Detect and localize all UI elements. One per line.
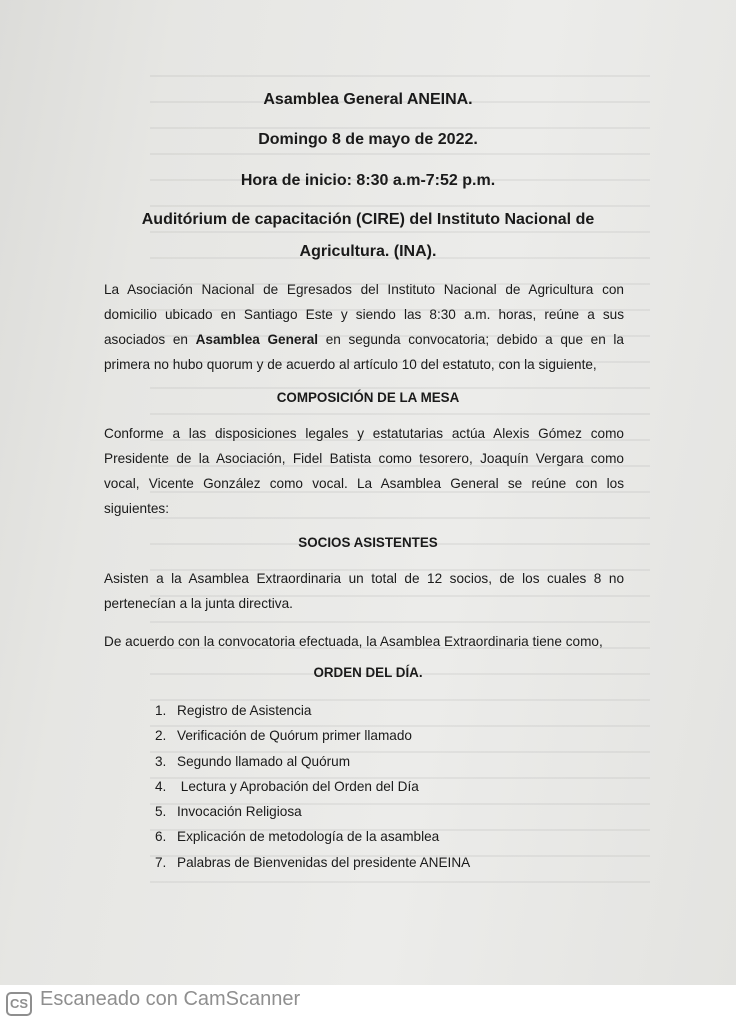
item-text: Segundo llamado al Quórum: [177, 753, 351, 769]
socios-paragraph: Asisten a la Asamblea Extraordinaria un total de 12 socios, de los cuales 8 no pertenecían a la junta directiva.: [104, 571, 624, 611]
item-number: 7.: [155, 854, 167, 870]
convocatoria-paragraph: De acuerdo con la convocatoria efectuada, la Asamblea Extraordinaria tiene como,: [104, 634, 603, 649]
item-text: Registro de Asistencia: [177, 703, 312, 718]
meeting-time: Hora de inicio: 8:30 a.m-7:52 p.m.: [240, 172, 496, 189]
item-number: 6.: [155, 829, 167, 845]
list-item: [155, 850, 470, 875]
scanner-watermark-text: Escaneado con CamScanner: [40, 988, 301, 1010]
intro-bold-term: Asamblea General: [195, 332, 319, 347]
list-item: [155, 799, 470, 824]
intro-paragraph: [104, 277, 624, 377]
item-text: Lectura y Aprobación del Orden del Día: [177, 778, 419, 794]
item-text: Verificación de Quórum primer llamado: [177, 728, 412, 744]
list-item: [155, 698, 470, 723]
heading-socios: SOCIOS ASISTENTES: [298, 535, 438, 550]
item-text: Palabras de Bienvenidas del presidente ANEINA: [177, 854, 471, 870]
composicion-paragraph: Conforme a las disposiciones legales y estatutarias actúa Alexis Gómez como Presidente de la Asociación, Fidel Batista como tesorero, Joaquín Vergara como vocal, Vicente González como vocal. La Asamblea General se reúne con los siguientes:: [104, 426, 624, 516]
orden-del-dia-list: [155, 698, 470, 875]
item-number: 4.: [155, 778, 167, 794]
camscanner-logo-icon: CS: [6, 992, 32, 1016]
heading-composicion: COMPOSICIÓN DE LA MESA: [276, 390, 460, 405]
list-item: [155, 749, 470, 774]
item-number: 5.: [155, 804, 167, 820]
item-number: 1.: [155, 703, 167, 718]
meeting-venue-line2: Agricultura. (INA).: [299, 243, 437, 260]
intro-text-end: en segunda convocatoria; debido a que en la primera no hubo quorum y de acuerdo al artículo 10 del estatuto, con la siguiente,: [104, 332, 624, 372]
list-item: [155, 774, 470, 799]
meeting-date: Domingo 8 de mayo de 2022.: [258, 131, 478, 148]
list-item: [155, 723, 470, 748]
item-number: 2.: [155, 728, 167, 744]
item-text: Invocación Religiosa: [177, 804, 302, 820]
item-number: 3.: [155, 753, 167, 769]
intro-text-start: La Asociación Nacional de Egresados del Instituto Nacional de Agricultura con domicilio ubicado en Santiago Este y siendo las 8:30 a.m. horas, reúne a sus asociados en: [104, 282, 624, 347]
document-title: Asamblea General ANEINA.: [263, 91, 473, 108]
item-text: Explicación de metodología de la asamblea: [177, 829, 440, 845]
meeting-venue-line1: Auditórium de capacitación (CIRE) del Instituto Nacional de: [141, 211, 595, 228]
heading-orden: ORDEN DEL DÍA.: [313, 665, 423, 680]
list-item: [155, 824, 470, 849]
